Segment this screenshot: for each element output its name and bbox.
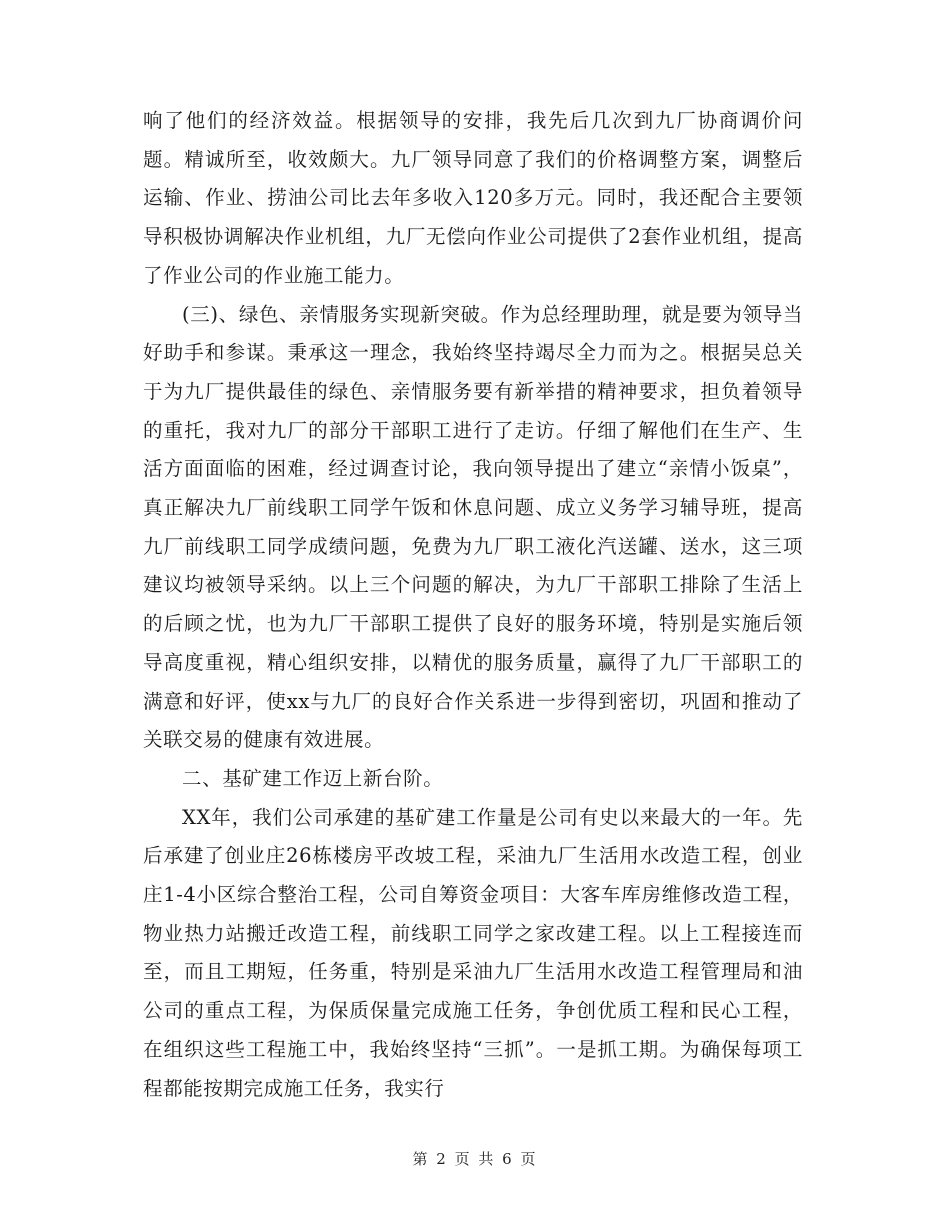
document-body xyxy=(143,102,803,1108)
page-number: 第 2 页 共 6 页 xyxy=(412,1150,538,1168)
section-heading-construction: 二、基矿建工作迈上新台阶。 xyxy=(182,766,444,790)
paragraph-continuation: 响了他们的经济效益。根据领导的安排，我先后几次到九厂协商调价问题。精诚所至，收效颇大。九厂领导同意了我们的价格调整方案，调整后运输、作业、捞油公司比去年多收入120多万元。同时，我还配合主要领导积极协调解决作业机组，九厂无偿向作业公司提供了2套作业机组，提高了作业公司的作业施工能力。 xyxy=(143,109,803,287)
paragraph-construction: XX年，我们公司承建的基矿建工作量是公司有史以来最大的一年。先后承建了创业庄26栋楼房平改坡工程，采油九厂生活用水改造工程，创业庄1-4小区综合整治工程，公司自筹资金项目：大客车库房维修改造工程，物业热力站搬迁改造工程，前线职工同学之家改建工程。以上工程接连而至，而且工期短，任务重，特别是采油九厂生活用水改造工程管理局和油公司的重点工程，为保质保量完成施工任务，争创优质工程和民心工程，在组织这些工程施工中，我始终坚持“三抓”。一是抓工期。为确保每项工程都能按期完成施工任务，我实行 xyxy=(143,805,803,1100)
paragraph-green-service: (三)、绿色、亲情服务实现新突破。作为总经理助理，就是要为领导当好助手和参谋。秉承这一理念，我始终坚持竭尽全力而为之。根据吴总关于为九厂提供最佳的绿色、亲情服务要有新举措的精神要求，担负着领导的重托，我对九厂的部分干部职工进行了走访。仔细了解他们在生产、生活方面面临的困难，经过调查讨论，我向领导提出了建立“亲情小饭桌”，真正解决九厂前线职工同学午饭和休息问题、成立义务学习辅导班，提高九厂前线职工同学成绩问题，免费为九厂职工液化汽送罐、送水，这三项建议均被领导采纳。以上三个问题的解决，为九厂干部职工排除了生活上的后顾之忧，也为九厂干部职工提供了良好的服务环境，特别是实施后领导高度重视，精心组织安排，以精优的服务质量，赢得了九厂干部职工的满意和好评，使xx与九厂的良好合作关系进一步得到密切，巩固和推动了关联交易的健康有效进展。 xyxy=(143,302,803,752)
